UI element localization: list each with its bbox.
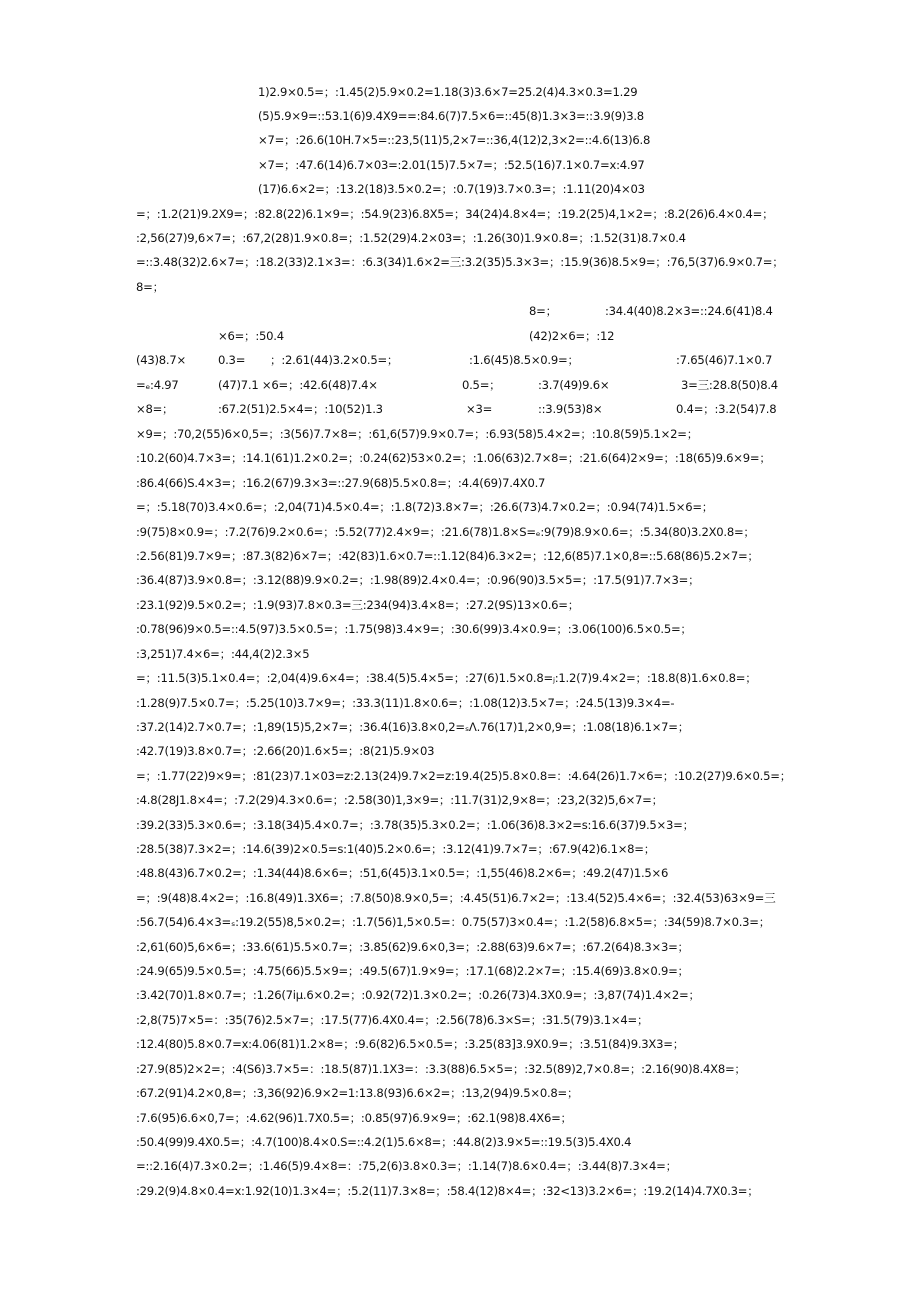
- text-line: 1)2.9×0.5=；:1.45(2)5.9×0.2=1.18(3)3.6×7=25.2(4)4.3×0.3=1.29: [258, 85, 638, 99]
- text-line: :2,61(60)5,6×6=；:33.6(61)5.5×0.7=；:3.85(62)9.6×0,3=；:2.88(63)9.6×7=；:67.2(64)8.3×3=；: [136, 940, 689, 954]
- text-line: :36.4(87)3.9×0.8=；:3.12(88)9.9×0.2=；:1.98(89)2.4×0.4=；:0.96(90)3.5×5=；:17.5(91)7.7×3=；: [136, 573, 700, 587]
- text-line: =::3.48(32)2.6×7=；:18.2(33)2.1×3=：:6.3(34)1.6×2=三:3.2(35)5.3×3=；:15.9(36)8.5×9=；:76,5(37)6.9×0.7=；: [136, 255, 784, 269]
- text-line: =；:1.77(22)9×9=；:81(23)7.1×03=z:2.13(24)9.7×2=z:19.4(25)5.8×0.8=：:4.64(26)1.7×6=；:10.2(27)9.6×0.5=；: [136, 769, 792, 783]
- text-segment: =ₑ:4.97: [136, 378, 179, 392]
- text-segment: ×6=；:50.4: [218, 329, 284, 343]
- text-line-segmented: [136, 399, 796, 419]
- text-line: :4.8(28J1.8×4=；:7.2(29)4.3×0.6=；:2.58(30)1,3×9=；:11.7(31)2,9×8=；:23,2(32)5,6×7=；: [136, 793, 663, 807]
- text-segment: ×8=；: [136, 402, 174, 416]
- text-line: :24.9(65)9.5×0.5=；:4.75(66)5.5×9=；:49.5(67)1.9×9=；:17.1(68)2.2×7=；:15.4(69)3.8×0.9=；: [136, 964, 689, 978]
- text-line: :86.4(66)S.4×3=；:16.2(67)9.3×3=::27.9(68)5.5×0.8=；:4.4(69)7.4X0.7: [136, 476, 546, 490]
- text-line: :2,8(75)7×5=：:35(76)2.5×7=；:17.5(77)6.4X0.4=；:2.56(78)6.3×S=；:31.5(79)3.1×4=；: [136, 1013, 649, 1027]
- text-line: :67.2(91)4.2×0,8=；:3,36(92)6.9×2=1:13.8(93)6.6×2=；:13,2(94)9.5×0.8=；: [136, 1086, 579, 1100]
- text-line: :1.28(9)7.5×0.7=；:5.25(10)3.7×9=；:33.3(11)1.8×0.6=；:1.08(12)3.5×7=；:24.5(13)9.3×4=-: [136, 696, 675, 710]
- text-segment: :67.2(51)2.5×4=；:10(52)1.3: [218, 402, 383, 416]
- text-segment: 0.5=；: [462, 378, 501, 392]
- text-segment: 0.4=；:3.2(54)7.8: [676, 402, 777, 416]
- text-line: =；:11.5(3)5.1×0.4=；:2,04(4)9.6×4=；:38.4(5)5.4×5=；:27(6)1.5×0.8=ⱼ:1.2(7)9.4×2=；:18.8(8)1.6×0.8=；: [136, 671, 757, 685]
- text-line: :3,251)7.4×6=；:44,4(2)2.3×5: [136, 647, 310, 661]
- text-segment: 8=；: [529, 304, 557, 318]
- text-segment: 3=三:28.8(50)8.4: [681, 378, 778, 392]
- text-segment: :7.65(46)7.1×0.7: [676, 353, 773, 367]
- text-line: (5)5.9×9=::53.1(6)9.4X9==:84.6(7)7.5×6=::45(8)1.3×3=::3.9(9)3.8: [258, 109, 644, 123]
- text-line-segmented: [136, 375, 796, 395]
- text-segment: 8=；: [136, 280, 164, 294]
- text-line: :10.2(60)4.7×3=；:14.1(61)1.2×0.2=；:0.24(62)53×0.2=；:1.06(63)2.7×8=；:21.6(64)2×9=；:18(65)9.6×9=；: [136, 451, 771, 465]
- text-line: :12.4(80)5.8×0.7=x:4.06(81)1.2×8=；:9.6(82)6.5×0.5=；:3.25(83]3.9X0.9=；:3.51(84)9.3X3=；: [136, 1037, 685, 1051]
- text-segment: (47)7.1 ×6=；:42.6(48)7.4×: [218, 378, 378, 392]
- text-line: (17)6.6×2=；:13.2(18)3.5×0.2=；:0.7(19)3.7×0.3=；:1.11(20)4×03: [258, 182, 645, 196]
- text-line: ×7=；:26.6(10H.7×5=::23,5(11)5,2×7=::36,4(12)2,3×2=::4.6(13)6.8: [258, 133, 651, 147]
- text-line: :48.8(43)6.7×0.2=；:1.34(44)8.6×6=；:51,6(45)3.1×0.5=；:1,55(46)8.2×6=；:49.2(47)1.5×6: [136, 866, 669, 880]
- text-segment: (42)2×6=；:12: [529, 329, 615, 343]
- text-line: :27.9(85)2×2=；:4(S6)3.7×5=：:18.5(87)1.1X3=：:3.3(88)6.5×5=；:32.5(89)2,7×0.8=；:2.16(90)8.4X8=；: [136, 1062, 746, 1076]
- text-line: :39.2(33)5.3×0.6=；:3.18(34)5.4×0.7=；:3.78(35)5.3×0.2=；:1.06(36)8.3×2=s:16.6(37)9.5×3=；: [136, 818, 694, 832]
- text-line-segmented: [136, 326, 796, 346]
- text-line: =；:9(48)8.4×2=；:16.8(49)1.3X6=；:7.8(50)8.9×0,5=；:4.45(51)6.7×2=；:13.4(52)5.4×6=；:32.4(53)63×9=三: [136, 891, 776, 905]
- text-line: =；:1.2(21)9.2X9=；:82.8(22)6.1×9=；:54.9(23)6.8X5=；34(24)4.8×4=；:19.2(25)4,1×2=；:8.2(26)6.4×0.4=；: [136, 207, 774, 221]
- text-line: =；:5.18(70)3.4×0.6=；:2,04(71)4.5×0.4=；:1.8(72)3.8×7=；:26.6(73)4.7×0.2=；:0.94(74)1.5×6=；: [136, 500, 714, 514]
- text-line: :28.5(38)7.3×2=；:14.6(39)2×0.5=s:1(40)5.2×0.6=；:3.12(41)9.7×7=；:67.9(42)6.1×8=；: [136, 842, 656, 856]
- text-line: :9(75)8×0.9=；:7.2(76)9.2×0.6=；:5.52(77)2.4×9=；:21.6(78)1.8×S=ₑ:9(79)8.9×0.6=；:5.34(80)3.2X0.8=；: [136, 525, 755, 539]
- text-segment: ；:2.61(44)3.2×0.5=；: [270, 353, 399, 367]
- text-segment: ::3.9(53)8×: [538, 402, 603, 416]
- text-segment: (43)8.7×: [136, 353, 186, 367]
- text-line: :37.2(14)2.7×0.7=；:1,89(15)5,2×7=；:36.4(16)3.8×0,2=ₛΛ.76(17)1,2×0,9=；:1.08(18)6.1×7=；: [136, 720, 690, 734]
- text-segment: 0.3=: [218, 353, 246, 367]
- text-line: :2.56(81)9.7×9=；:87.3(82)6×7=；:42(83)1.6×0.7=::1.12(84)6.3×2=；:12,6(85)7.1×0,8=::5.68(86)5.2×7=；: [136, 549, 759, 563]
- text-segment: :3.7(49)9.6×: [538, 378, 610, 392]
- text-line-segmented: [136, 277, 796, 297]
- text-segment: :1.6(45)8.5×0.9=；: [469, 353, 579, 367]
- text-line: :42.7(19)3.8×0.7=；:2.66(20)1.6×5=；:8(21)5.9×03: [136, 744, 435, 758]
- text-line: :23.1(92)9.5×0.2=；:1.9(93)7.8×0.3=三:234(94)3.4×8=；:27.2(9S)13×0.6=；: [136, 598, 580, 612]
- text-line: :0.78(96)9×0.5=::4.5(97)3.5×0.5=；:1.75(98)3.4×9=；:30.6(99)3.4×0.9=；:3.06(100)6.5×0.5=；: [136, 622, 692, 636]
- text-line: ×7=；:47.6(14)6.7×03=:2.01(15)7.5×7=；:52.5(16)7.1×0.7=x:4.97: [258, 158, 645, 172]
- text-line: :2,56(27)9,6×7=；:67,2(28)1.9×0.8=；:1.52(29)4.2×03=；:1.26(30)1.9×0.8=；:1.52(31)8.7×0.4: [136, 231, 686, 245]
- text-line: :29.2(9)4.8×0.4=x:1.92(10)1.3×4=；:5.2(11)7.3×8=；:58.4(12)8×4=；:32<13)3.2×6=；:19.2(14)4.7X0.3=；: [136, 1184, 759, 1198]
- text-line: =::2.16(4)7.3×0.2=；:1.46(5)9.4×8=：:75,2(6)3.8×0.3=；:1.14(7)8.6×0.4=；:3.44(8)7.3×4=；: [136, 1159, 677, 1173]
- text-line-segmented: [136, 301, 796, 321]
- text-line: :7.6(95)6.6×0,7=；:4.62(96)1.7X0.5=；:0.85(97)6.9×9=；:62.1(98)8.4X6=；: [136, 1111, 572, 1125]
- text-line: ×9=；:70,2(55)6×0,5=；:3(56)7.7×8=；:61,6(57)9.9×0.7=；:6.93(58)5.4×2=；:10.8(59)5.1×2=；: [136, 427, 699, 441]
- text-line: :3.42(70)1.8×0.7=；:1.26(7ⅰμ.6×0.2=；:0.92(72)1.3×0.2=；:0.26(73)4.3X0.9=；:3,87(74)1.4×2=；: [136, 988, 700, 1002]
- text-segment: ×3=: [466, 402, 493, 416]
- text-segment: :34.4(40)8.2×3=::24.6(41)8.4: [605, 304, 773, 318]
- text-line: :50.4(99)9.4X0.5=；:4.7(100)8.4×0.S=::4.2(1)5.6×8=；:44.8(2)3.9×5=::19.5(3)5.4X0.4: [136, 1135, 632, 1149]
- text-line: :56.7(54)6.4×3=ₛ:19.2(55)8,5×0.2=；:1.7(56)1,5×0.5=：0.75(57)3×0.4=；:1.2(58)6.8×5=；:34(59)8.7×0.3=；: [136, 915, 771, 929]
- text-line-segmented: [136, 350, 796, 370]
